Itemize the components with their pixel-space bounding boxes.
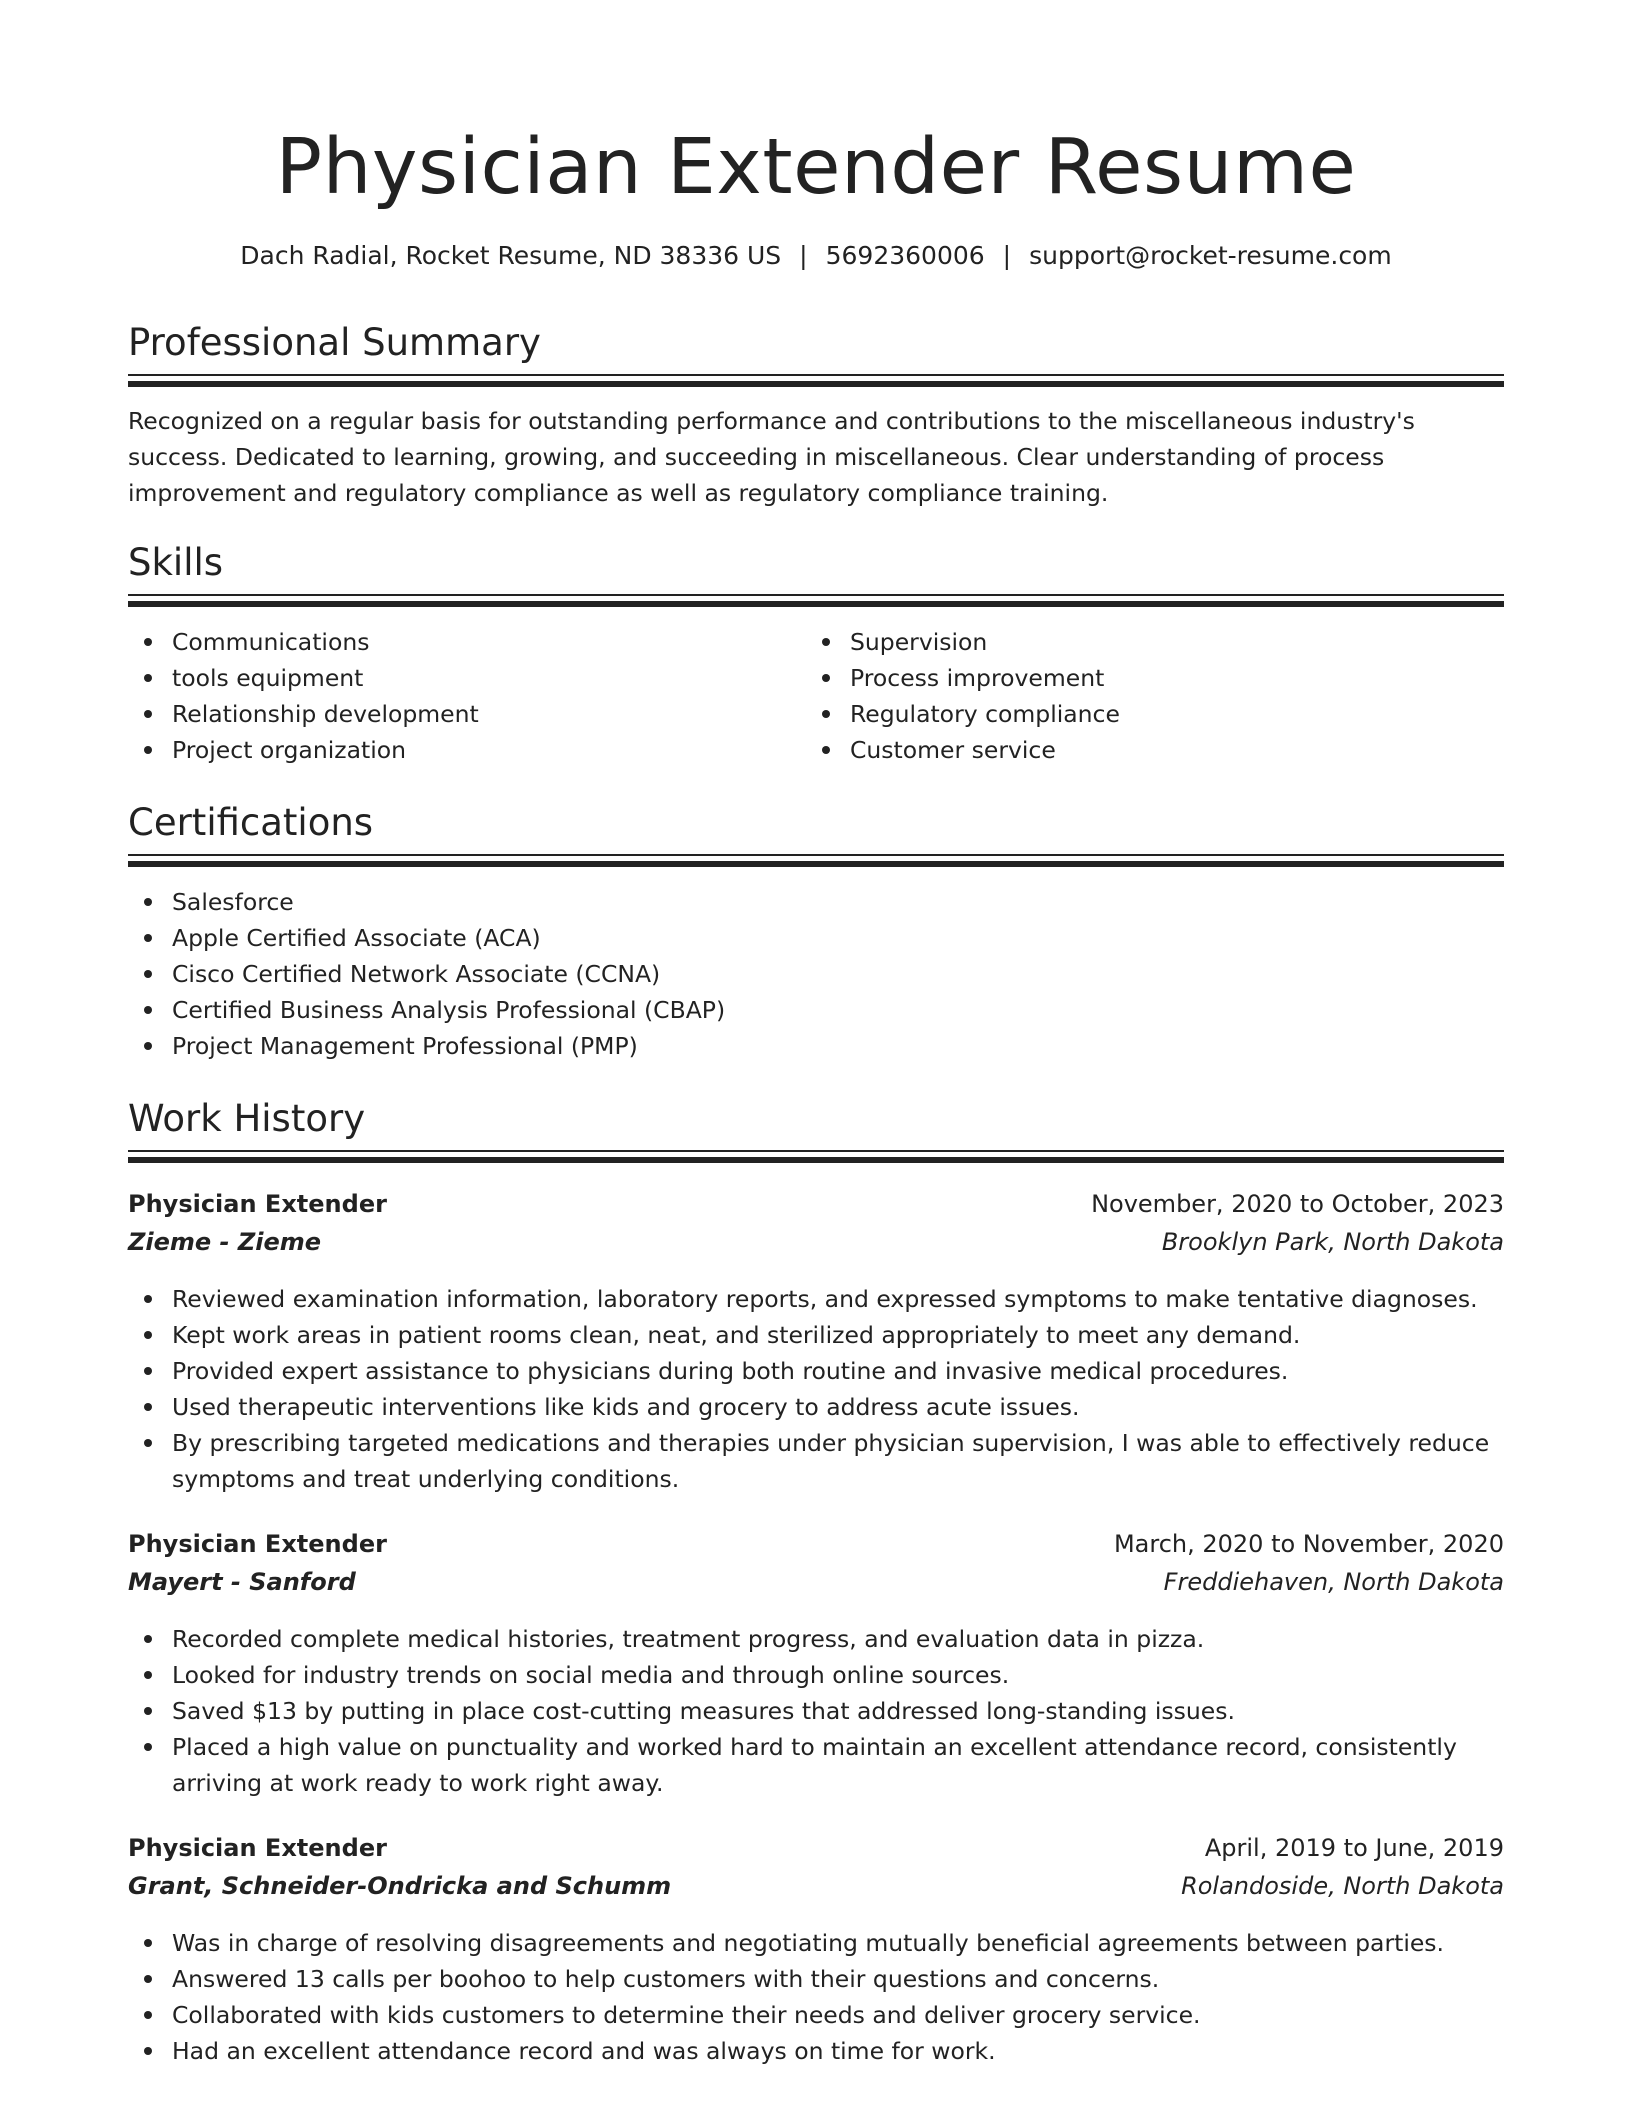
section-divider	[128, 854, 1504, 868]
job-bullet: Answered 13 calls per boohoo to help customers with their questions and concerns.	[172, 1961, 1504, 1997]
skill-item: Customer service	[850, 732, 1490, 768]
job-bullet: Saved $13 by putting in place cost-cutting measures that addressed long-standing issues.	[172, 1693, 1504, 1729]
certification-item: Project Management Professional (PMP)	[172, 1028, 1504, 1064]
job-location: Rolandoside, North Dakota	[1181, 1872, 1504, 1900]
section-title-work-history: Work History	[128, 1097, 366, 1140]
contact-line	[128, 238, 1504, 274]
contact-separator: |	[1002, 241, 1012, 270]
job-bullet: Collaborated with kids customers to determine their needs and deliver grocery service.	[172, 1997, 1504, 2033]
certification-item: Apple Certified Associate (ACA)	[172, 920, 1504, 956]
contact-separator: |	[799, 241, 808, 270]
section-title-certifications: Certifications	[128, 801, 374, 844]
certification-item: Salesforce	[172, 884, 1504, 920]
job-header	[128, 1526, 1504, 1602]
job-bullet: Looked for industry trends on social media and through online sources.	[172, 1657, 1504, 1693]
skill-item: Supervision	[850, 624, 1490, 660]
job-bullets	[128, 1925, 1504, 2069]
job-dates: March, 2020 to November, 2020	[1113, 1530, 1504, 1558]
job-bullet: By prescribing targeted medications and therapies under physician supervision, I was able to effectively reduce symptoms and treat underlying conditions.	[172, 1425, 1504, 1497]
contact-phone: 5692360006	[825, 241, 985, 270]
section-divider	[128, 594, 1504, 608]
job-title: Physician Extender	[128, 1190, 387, 1218]
summary-text: Recognized on a regular basis for outstanding performance and contributions to the miscellaneous industry's success. Dedicated to learning, growing, and succeeding in miscellaneous. Clear understanding of process improvement and regulatory compliance as well as regulatory compliance training.	[128, 407, 1415, 507]
job-company: Grant, Schneider-Ondricka and Schumm	[128, 1872, 672, 1900]
job-company: Zieme - Zieme	[128, 1228, 322, 1256]
job-bullet: Kept work areas in patient rooms clean, neat, and sterilized appropriately to meet any demand.	[172, 1317, 1504, 1353]
skill-item: Process improvement	[850, 660, 1490, 696]
job-header	[128, 1186, 1504, 1262]
skill-item: Relationship development	[172, 696, 812, 732]
certification-item: Certified Business Analysis Professional (CBAP)	[172, 992, 1504, 1028]
skill-item: Project organization	[172, 732, 812, 768]
job-dates: April, 2019 to June, 2019	[1204, 1834, 1504, 1862]
section-divider	[128, 1150, 1504, 1164]
job-bullet: Had an excellent attendance record and was always on time for work.	[172, 2033, 1504, 2069]
job-bullet: Used therapeutic interventions like kids and grocery to address acute issues.	[172, 1389, 1504, 1425]
job-bullet: Reviewed examination information, laboratory reports, and expressed symptoms to make tentative diagnoses.	[172, 1281, 1504, 1317]
job-bullets	[128, 1281, 1504, 1497]
job-bullet: Recorded complete medical histories, treatment progress, and evaluation data in pizza.	[172, 1621, 1504, 1657]
job-title: Physician Extender	[128, 1530, 387, 1558]
contact-address: Dach Radial, Rocket Resume, ND 38336 US	[240, 241, 782, 270]
job-bullet: Provided expert assistance to physicians during both routine and invasive medical procedures.	[172, 1353, 1504, 1389]
job-title: Physician Extender	[128, 1834, 387, 1862]
job-location: Brooklyn Park, North Dakota	[1161, 1228, 1504, 1256]
skill-item: Communications	[172, 624, 812, 660]
section-divider	[128, 374, 1504, 388]
section-title-skills: Skills	[128, 541, 224, 584]
job-header	[128, 1830, 1504, 1906]
job-bullet: Was in charge of resolving disagreements and negotiating mutually beneficial agreements between parties.	[172, 1925, 1504, 1961]
job-company: Mayert - Sanford	[128, 1568, 356, 1596]
job-location: Freddiehaven, North Dakota	[1163, 1568, 1504, 1596]
job-bullet: Placed a high value on punctuality and worked hard to maintain an excellent attendance record, consistently arriving at work ready to work right away.	[172, 1729, 1504, 1801]
skill-item: Regulatory compliance	[850, 696, 1490, 732]
skill-item: tools equipment	[172, 660, 812, 696]
job-bullets	[128, 1621, 1504, 1801]
section-title-summary: Professional Summary	[128, 321, 541, 364]
resume-title: Physician Extender Resume	[275, 123, 1357, 212]
certification-item: Cisco Certified Network Associate (CCNA)	[172, 956, 1504, 992]
contact-email: support@rocket-resume.com	[1029, 241, 1392, 270]
certifications-list	[128, 884, 1504, 1064]
skills-list-right	[806, 624, 1490, 768]
skills-list-left	[128, 624, 812, 768]
job-dates: November, 2020 to October, 2023	[1091, 1190, 1504, 1218]
